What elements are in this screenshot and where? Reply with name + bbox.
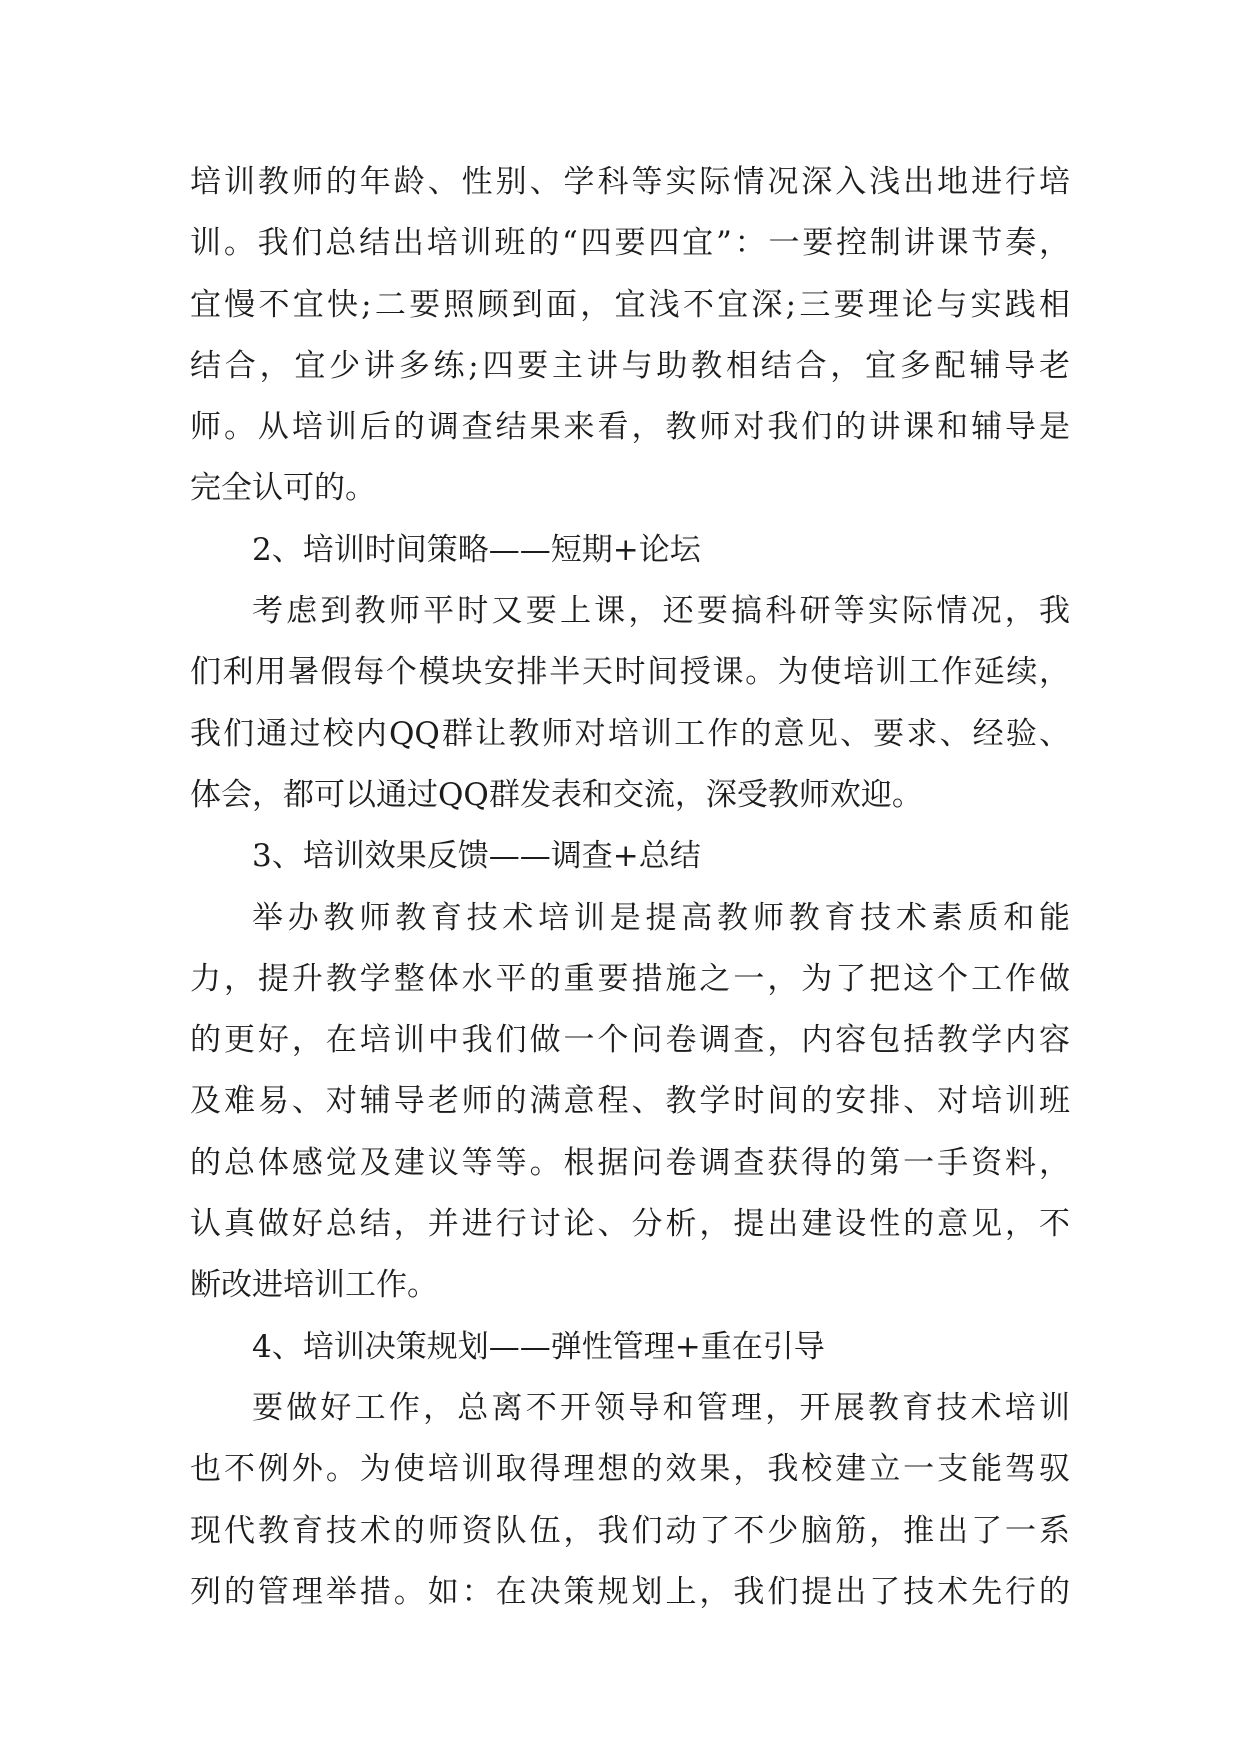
- text-line: 举办教师教育技术培训是提高教师教育技术素质和能: [252, 899, 1070, 936]
- text-line: 师。从培训后的调查结果来看，教师对我们的讲课和辅导是: [190, 409, 1070, 446]
- section-heading: 4、培训决策规划——弹性管理+重在引导: [252, 1328, 825, 1365]
- text-line: 也不例外。为使培训取得理想的效果，我校建立一支能驾驭: [190, 1451, 1070, 1488]
- body-text: [190, 152, 1070, 1623]
- text-line: 力，提升教学整体水平的重要措施之一，为了把这个工作做: [190, 960, 1070, 997]
- text-line: 列的管理举措。如：在决策规划上，我们提出了技术先行的: [190, 1573, 1070, 1610]
- text-line: 的总体感觉及建议等等。根据问卷调查获得的第一手资料，: [190, 1144, 1070, 1181]
- text-line: 训。我们总结出培训班的“四要四宜”：一要控制讲课节奏，: [190, 225, 1070, 262]
- text-line: 断改进培训工作。: [190, 1267, 438, 1304]
- text-line: 及难易、对辅导老师的满意程、教学时间的安排、对培训班: [190, 1083, 1070, 1120]
- section-heading: 3、培训效果反馈——调查+总结: [252, 838, 701, 875]
- text-line: 们利用暑假每个模块安排半天时间授课。为使培训工作延续，: [190, 654, 1070, 691]
- text-line: 体会，都可以通过QQ群发表和交流，深受教师欢迎。: [190, 776, 923, 813]
- text-line: 完全认可的。: [190, 470, 376, 507]
- section-heading: 2、培训时间策略——短期+论坛: [252, 531, 701, 568]
- text-line: 认真做好总结，并进行讨论、分析，提出建设性的意见，不: [190, 1206, 1070, 1243]
- text-line: 培训教师的年龄、性别、学科等实际情况深入浅出地进行培: [190, 164, 1070, 200]
- text-line: 的更好，在培训中我们做一个问卷调查，内容包括教学内容: [190, 1022, 1070, 1059]
- text-line: 现代教育技术的师资队伍，我们动了不少脑筋，推出了一系: [190, 1512, 1070, 1549]
- text-line: 结合，宜少讲多练;四要主讲与助教相结合，宜多配辅导老: [190, 347, 1070, 384]
- text-line: 要做好工作，总离不开领导和管理，开展教育技术培训: [252, 1389, 1070, 1426]
- text-line: 宜慢不宜快;二要照顾到面，宜浅不宜深;三要理论与实践相: [190, 286, 1070, 323]
- text-line: 考虑到教师平时又要上课，还要搞科研等实际情况，我: [252, 593, 1070, 630]
- text-line: 我们通过校内QQ群让教师对培训工作的意见、要求、经验、: [190, 715, 1070, 752]
